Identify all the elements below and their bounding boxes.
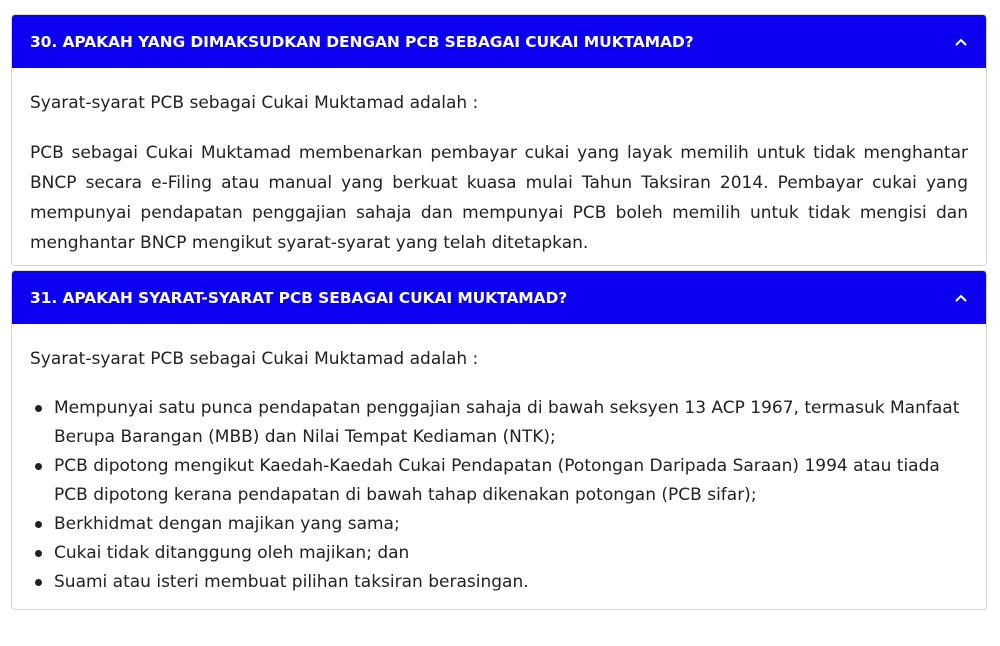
chevron-up-icon[interactable] — [952, 33, 970, 51]
list-item-text: PCB dipotong mengikut Kaedah-Kaedah Cukai Pendapatan (Potongan Daripada Saraan) 1994 atau tiada PCB dipotong kerana pendapatan di bawah tahap dikenakan potongan (PCB sifar); — [54, 456, 940, 505]
faq-header-30[interactable] — [12, 15, 986, 68]
bullet-icon — [35, 579, 42, 586]
list-item — [30, 539, 968, 568]
chevron-up-icon[interactable] — [952, 289, 970, 307]
faq-header-31[interactable] — [12, 271, 986, 324]
requirements-list — [30, 394, 968, 597]
bullet-icon — [35, 405, 42, 412]
faq-item-31 — [11, 270, 987, 610]
faq-answer-intro: Syarat-syarat PCB sebagai Cukai Muktamad adalah : — [30, 93, 479, 113]
faq-answer-31 — [12, 324, 986, 597]
list-item-text: Cukai tidak ditanggung oleh majikan; dan — [54, 543, 410, 563]
bullet-icon — [35, 463, 42, 470]
bullet-icon — [35, 550, 42, 557]
faq-answer-paragraph: PCB sebagai Cukai Muktamad membenarkan pembayar cukai yang layak memilih untuk tidak menghantar BNCP secara e-Filing atau manual yang berkuat kuasa mulai Tahun Taksiran 2014. Pembayar cukai yang mempunyai pendapatan penggajian sahaja dan mempunyai PCB boleh memilih untuk tidak mengisi dan menghantar BNCP mengikut syarat-syarat yang telah ditetapkan. — [30, 143, 968, 253]
list-item — [30, 568, 968, 597]
faq-answer-intro: Syarat-syarat PCB sebagai Cukai Muktamad adalah : — [30, 349, 479, 369]
bullet-icon — [35, 521, 42, 528]
faq-question-30: 30. APAKAH YANG DIMAKSUDKAN DENGAN PCB SEBAGAI CUKAI MUKTAMAD? — [30, 32, 694, 51]
list-item-text: Mempunyai satu punca pendapatan penggajian sahaja di bawah seksyen 13 ACP 1967, termasuk Manfaat Berupa Barangan (MBB) dan Nilai Tempat Kediaman (NTK); — [54, 398, 960, 447]
list-item — [30, 452, 968, 510]
list-item-text: Berkhidmat dengan majikan yang sama; — [54, 514, 400, 534]
faq-answer-30 — [12, 68, 986, 258]
list-item — [30, 394, 968, 452]
list-item — [30, 510, 968, 539]
faq-item-30 — [11, 14, 987, 266]
list-item-text: Suami atau isteri membuat pilihan taksiran berasingan. — [54, 572, 529, 592]
faq-question-31: 31. APAKAH SYARAT-SYARAT PCB SEBAGAI CUKAI MUKTAMAD? — [30, 288, 568, 307]
